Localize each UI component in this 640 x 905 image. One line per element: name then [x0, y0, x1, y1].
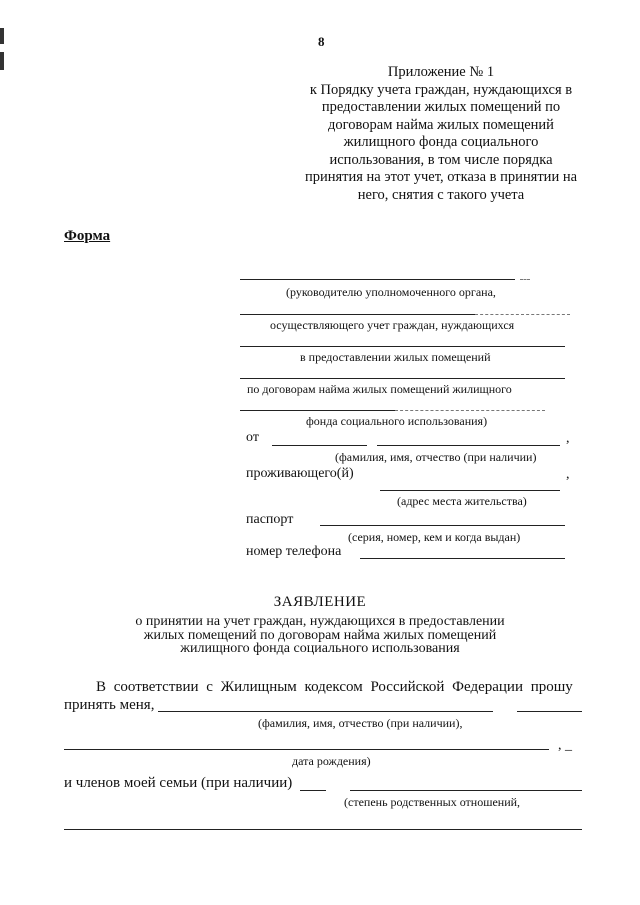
address-hint: (адрес места жительства) [397, 494, 527, 508]
addressee-line-1 [240, 279, 515, 280]
family-label: и членов моей семьи (при наличии) [64, 775, 293, 791]
from-line-a [272, 445, 367, 446]
form-label: Форма [64, 228, 111, 244]
addressee-line-2 [240, 314, 475, 315]
appendix-header [282, 64, 600, 204]
appendix-line: жилищного фонда социального [343, 134, 539, 150]
phone-label: номер телефона [246, 544, 342, 559]
name-hint: (фамилия, имя, отчество (при наличии) [335, 450, 537, 464]
passport-label: паспорт [246, 512, 294, 527]
binding-mark [0, 28, 4, 44]
addressee-hint-1: (руководителю уполномоченного органа, [286, 285, 496, 299]
family-continuation-line [64, 829, 582, 830]
birth-date-hint: дата рождения) [292, 754, 371, 768]
statement-subtitle-2: жилых помещений по договорам найма жилых помещений [143, 628, 497, 643]
addressee-line-5-tail [395, 410, 545, 411]
statement-subtitle-3: жилищного фонда социального использования [180, 641, 460, 656]
tail-mark: , _ [558, 738, 572, 753]
addressee-hint-2: осуществляющего учет граждан, нуждающихся [270, 318, 515, 332]
appendix-line: принятия на этот учет, отказа в принятии на [304, 169, 578, 185]
passport-hint: (серия, номер, кем и когда выдан) [348, 530, 521, 544]
appendix-line: к Порядку учета граждан, нуждающихся в [309, 81, 573, 98]
applicant-continuation-line [64, 749, 549, 750]
family-relation-line [350, 790, 582, 791]
statement-subtitle-1: о принятии на учет граждан, нуждающихся в предоставлении [135, 614, 505, 629]
appendix-line: использования, в том числе порядка [329, 151, 553, 168]
residing-comma: , [566, 467, 570, 482]
phone-line [360, 558, 565, 559]
addressee-line-1-tail [520, 279, 530, 280]
page-number: 8 [318, 34, 325, 49]
from-line-b [377, 445, 560, 446]
statement-body-2: принять меня, [64, 697, 155, 713]
statement-body-1: В соответствии с Жилищным кодексом Российской Федерации прошу [96, 679, 573, 695]
from-comma: , [566, 431, 570, 446]
addressee-hint-3: в предоставлении жилых помещений [300, 350, 491, 364]
appendix-line: договорам найма жилых помещений [328, 116, 554, 133]
appendix-line: него, снятия с такого учета [357, 186, 525, 203]
relation-hint: (степень родственных отношений, [344, 795, 521, 809]
binding-mark [0, 52, 4, 70]
address-line [380, 490, 560, 491]
passport-line [320, 525, 565, 526]
appendix-line: предоставлении жилых помещений по [321, 99, 561, 115]
addressee-hint-4: по договорам найма жилых помещений жилищного [247, 382, 512, 396]
family-count-line [300, 790, 326, 791]
addressee-line-4 [240, 378, 565, 379]
statement-title: ЗАЯВЛЕНИЕ [273, 594, 367, 610]
addressee-line-2-tail [475, 314, 570, 315]
addressee-line-5 [240, 410, 395, 411]
applicant-name-line [158, 711, 493, 712]
applicant-name-hint: (фамилия, имя, отчество (при наличии), [258, 716, 463, 730]
appendix-line: Приложение № 1 [387, 64, 495, 80]
addressee-line-3 [240, 346, 565, 347]
applicant-name-line-tail [517, 711, 582, 712]
addressee-hint-5: фонда социального использования) [306, 414, 488, 428]
from-label: от [246, 430, 259, 445]
residing-label: проживающего(й) [246, 466, 354, 481]
